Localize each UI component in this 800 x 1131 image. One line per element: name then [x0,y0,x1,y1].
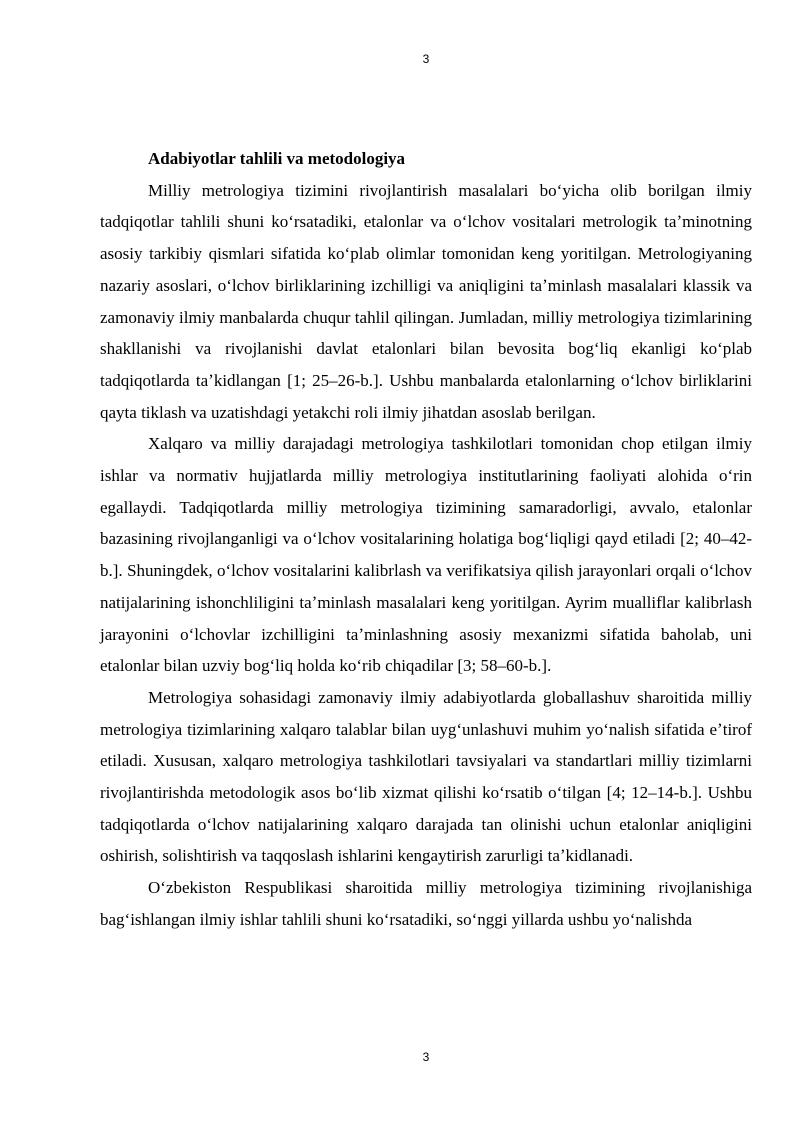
page-number-top: 3 [422,52,430,66]
section-heading: Adabiyotlar tahlili va metodologiya [148,149,406,168]
paragraph-2: Xalqaro va milliy darajadagi metrologiya tashkilotlari tomonidan chop etilgan ilmiy ishlar va normativ hujjatlarda milliy metrologiya institutlarining faoliyati alohida oʻrin egallaydi. Tadqiqotlarda milliy metrologiya tizimining samaradorligi, avvalo, etalonlar bazasining rivojlanganligi va oʻlchov vositalarining holatiga bogʻliqligi qayd etiladi [2; 40–42-b.]. Shuningdek, oʻlchov vositalarini kalibrlash va verifikatsiya qilish jarayonlari orqali oʻlchov natijalarining ishonchliligini taʼminlash masalalari keng yoritilgan. Ayrim mualliflar kalibrlash jarayonini oʻlchovlar izchilligini taʼminlashning asosiy mexanizmi sifatida baholab, uni etalonlar bilan uzviy bogʻliq holda koʻrib chiqadilar [3; 58–60-b.]. [100,434,752,676]
document-body [100,143,752,936]
paragraph-3: Metrologiya sohasidagi zamonaviy ilmiy adabiyotlarda globallashuv sharoitida milliy metrologiya tizimlarining xalqaro talablar bilan uygʻunlashuvi muhim yoʻnalish sifatida eʼtirof etiladi. Xususan, xalqaro metrologiya tashkilotlari tavsiyalari va standartlari milliy tizimlarni rivojlantirishda metodologik asos boʻlib xizmat qilishi koʻrsatib oʻtilgan [4; 12–14-b.]. Ushbu tadqiqotlarda oʻlchov natijalarining xalqaro darajada tan olinishi uchun etalonlar aniqligini oshirish, solishtirish va taqqoslash ishlarini kengaytirish zarurligi taʼkidlanadi. [100,687,752,866]
page-number-bottom: 3 [422,1050,430,1064]
paragraph-1: Milliy metrologiya tizimini rivojlantirish masalalari boʻyicha olib borilgan ilmiy tadqiqotlar tahlili shuni koʻrsatadiki, etalonlar va oʻlchov vositalari metrologik taʼminotning asosiy tarkibiy qismlari sifatida koʻplab olimlar tomonidan keng yoritilgan. Metrologiyaning nazariy asoslari, oʻlchov birliklarining izchilligi va aniqligini taʼminlash masalalari klassik va zamonaviy ilmiy manbalarda chuqur tahlil qilingan. Jumladan, milliy metrologiya tizimlarining shakllanishi va rivojlanishi davlat etalonlari bilan bevosita bogʻliq ekanligi koʻplab tadqiqotlarda taʼkidlangan [1; 25–26-b.]. Ushbu manbalarda etalonlarning oʻlchov birliklarini qayta tiklash va uzatishdagi yetakchi roli ilmiy jihatdan asoslab berilgan. [100,180,752,422]
paragraph-4: Oʻzbekiston Respublikasi sharoitida milliy metrologiya tizimining rivojlanishiga bagʻishlangan ilmiy ishlar tahlili shuni koʻrsatadiki, soʻnggi yillarda ushbu yoʻnalishda [100,878,752,929]
